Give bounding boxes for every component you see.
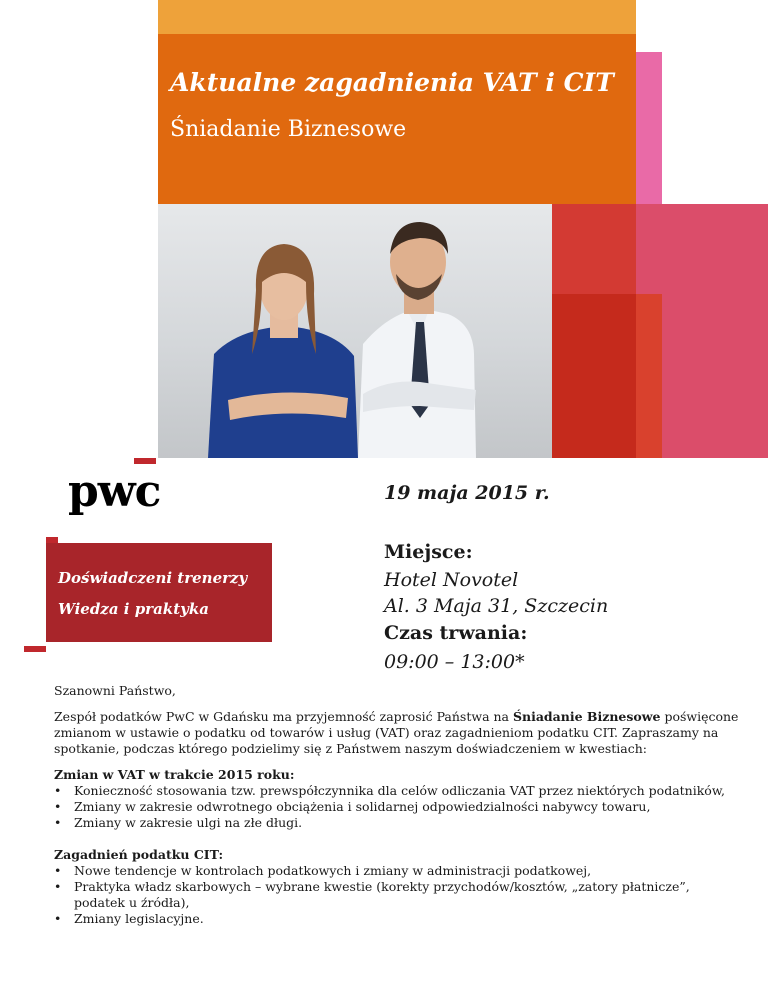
section-cit-list bbox=[54, 863, 744, 927]
hero-photo bbox=[158, 204, 552, 458]
time-value: 09:00 – 13:00* bbox=[384, 651, 525, 673]
section-vat-title: Zmian w VAT w trakcie 2015 roku: bbox=[54, 767, 295, 782]
salutation: Szanowni Państwo, bbox=[54, 683, 176, 698]
tag-accent-bottom bbox=[24, 646, 46, 652]
place-label: Miejsce: bbox=[384, 541, 473, 563]
page-subtitle: Śniadanie Biznesowe bbox=[170, 117, 407, 142]
event-date: 19 maja 2015 r. bbox=[384, 482, 550, 504]
section-cit bbox=[54, 847, 744, 927]
list-item: • Nowe tendencje w kontrolach podatkowych i zmiany w administracji podatkowej, bbox=[54, 863, 744, 879]
intro-text-end: poświęcone zmianom w ustawie o podatku od towarów i usług (VAT) oraz zagadnieniom podatku CIT. Zapraszamy na spotkanie, podczas którego podzielimy się z Państwem naszym doświadczeniem w kwestiach: bbox=[54, 709, 739, 756]
red-accent-overlap bbox=[636, 294, 662, 458]
letter-body bbox=[54, 683, 744, 927]
place-venue: Hotel Novotel bbox=[384, 569, 519, 591]
place-address: Al. 3 Maja 31, Szczecin bbox=[384, 595, 609, 617]
page-title: Aktualne zagadnienia VAT i CIT bbox=[170, 68, 614, 97]
list-item: • Zmiany w zakresie ulgi na złe długi. bbox=[54, 815, 744, 831]
list-item: • Konieczność stosowania tzw. prewspółczynnika dla celów odliczania VAT przez niektórych podatników, bbox=[54, 783, 744, 799]
pwc-logo: pwc bbox=[68, 466, 161, 517]
section-cit-title: Zagadnień podatku CIT: bbox=[54, 847, 224, 862]
man-figure bbox=[358, 222, 476, 458]
section-vat bbox=[54, 767, 744, 831]
tag-box bbox=[46, 543, 272, 642]
list-item: • Praktyka władz skarbowych – wybrane kwestie (korekty przychodów/kosztów, „zatory płatnicze”, podatek u źródła), bbox=[54, 879, 744, 911]
pink-accent-strip bbox=[636, 52, 662, 204]
intro-paragraph bbox=[54, 709, 744, 757]
tag-experienced-trainers: Doświadczeni trenerzy bbox=[58, 569, 248, 587]
intro-event-name: Śniadanie Biznesowe bbox=[512, 709, 661, 724]
woman-figure bbox=[208, 244, 358, 458]
intro-text-start: Zespół podatków PwC w Gdańsku ma przyjemność zaprosić Państwa na bbox=[54, 709, 513, 724]
list-item: • Zmiany legislacyjne. bbox=[54, 911, 744, 927]
list-item: • Zmiany w zakresie odwrotnego obciążenia i solidarnej odpowiedzialności nabywcy towaru, bbox=[54, 799, 744, 815]
yellow-accent-bar bbox=[158, 0, 636, 34]
section-vat-list bbox=[54, 783, 744, 831]
logo-accent-bar bbox=[134, 458, 156, 464]
tag-knowledge-practice: Wiedza i praktyka bbox=[58, 600, 209, 618]
time-label: Czas trwania: bbox=[384, 622, 528, 644]
business-people-image bbox=[158, 204, 552, 458]
